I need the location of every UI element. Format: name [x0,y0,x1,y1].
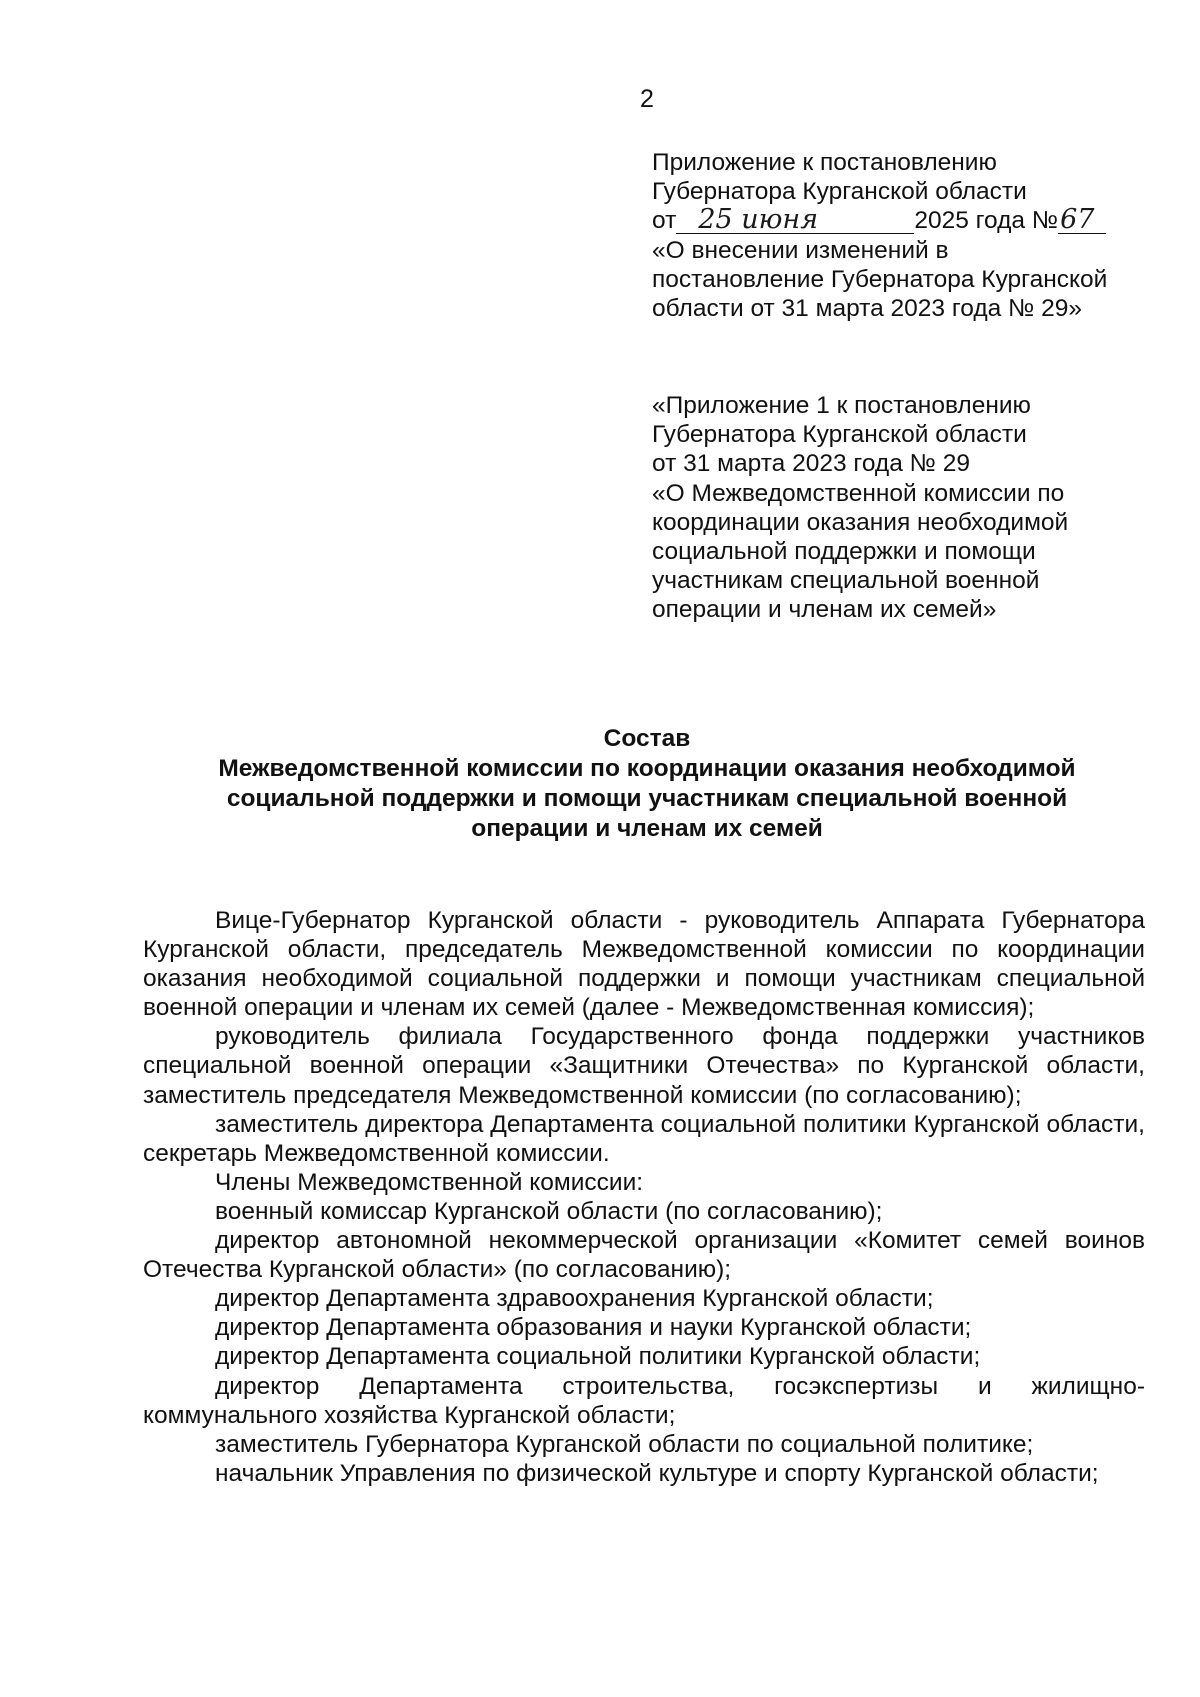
handwritten-date: 25 июня [698,204,819,236]
title-line4: операции и членам их семей [471,815,823,842]
appendix-original-line7: участникам специальной военной [652,567,1040,595]
appendix-original-line4: «О Межведомственной комиссии по [652,479,1065,507]
handwritten-number: 67 [1060,204,1095,236]
title-line3: социальной поддержки и помощи участникам специальной военной [226,785,1068,812]
appendix-original-line6: социальной поддержки и помощи [652,538,1036,566]
commission-composition [143,906,1145,1488]
appendix-header-line5: постановление Губернатора Курганской [652,265,1108,293]
paragraph-member: заместитель Губернатора Курганской области по социальной политике; [215,1430,1034,1458]
paragraph-member: директор Департамента строительства, госэкспертизы и жилищно-коммунального хозяйства Курганской области; [143,1372,1145,1429]
paragraph-chairman: Вице-Губернатор Курганской области - руководитель Аппарата Губернатора Курганской области, председатель Межведомственной комиссии по координации оказания необходимой социальной поддержки и помощи участникам специальной военной операции и членам их семей (далее - Межведомственная комиссия); [143,907,1145,1022]
paragraph-members-heading: Члены Межведомственной комиссии: [215,1168,644,1196]
year-text: 2025 года № [914,207,1059,235]
paragraph-member: директор Департамента здравоохранения Курганской области; [215,1285,934,1313]
paragraph-member: начальник Управления по физической культуре и спорту Курганской области; [215,1459,1099,1487]
number-field [1058,204,1106,236]
appendix-header-line2: Губернатора Курганской области [652,178,1027,206]
appendix-date-line [652,206,1172,235]
page-number: 2 [640,85,654,113]
appendix-header [652,148,1172,323]
paragraph-member: директор Департамента социальной политики Курганской области; [215,1343,981,1371]
paragraph-member: военный комиссар Курганской области (по согласованию); [215,1197,883,1225]
appendix-original-line8: операции и членам их семей» [652,596,997,624]
appendix-original-line2: Губернатора Курганской области [652,421,1027,449]
appendix-original [652,391,1172,625]
appendix-original-line1: «Приложение 1 к постановлению [652,392,1031,419]
appendix-header-line4: «О внесении изменений в [652,236,949,264]
date-field [676,204,914,236]
title-line2: Межведомственной комиссии по координации оказания необходимой [218,755,1076,782]
paragraph-secretary: заместитель директора Департамента социальной политики Курганской области, секретарь Межведомственной комиссии. [143,1110,1145,1167]
title-line1: Состав [603,725,691,752]
date-prefix: от [652,207,677,235]
appendix-header-line1: Приложение к постановлению [652,149,997,176]
paragraph-member: директор Департамента образования и науки Курганской области; [215,1314,972,1342]
document-title [150,724,1144,844]
paragraph-member: директор автономной некоммерческой организации «Комитет семей воинов Отечества Курганской области» (по согласованию); [143,1227,1145,1284]
appendix-original-line3: от 31 марта 2023 года № 29 [652,450,970,478]
appendix-original-line5: координации оказания необходимой [652,508,1069,536]
appendix-header-line6: области от 31 марта 2023 года № 29» [652,295,1083,323]
paragraph-deputy-chairman: руководитель филиала Государственного фонда поддержки участников специальной военной операции «Защитники Отечества» по Курганской области, заместитель председателя Межведомственной комиссии (по согласованию); [143,1023,1145,1109]
